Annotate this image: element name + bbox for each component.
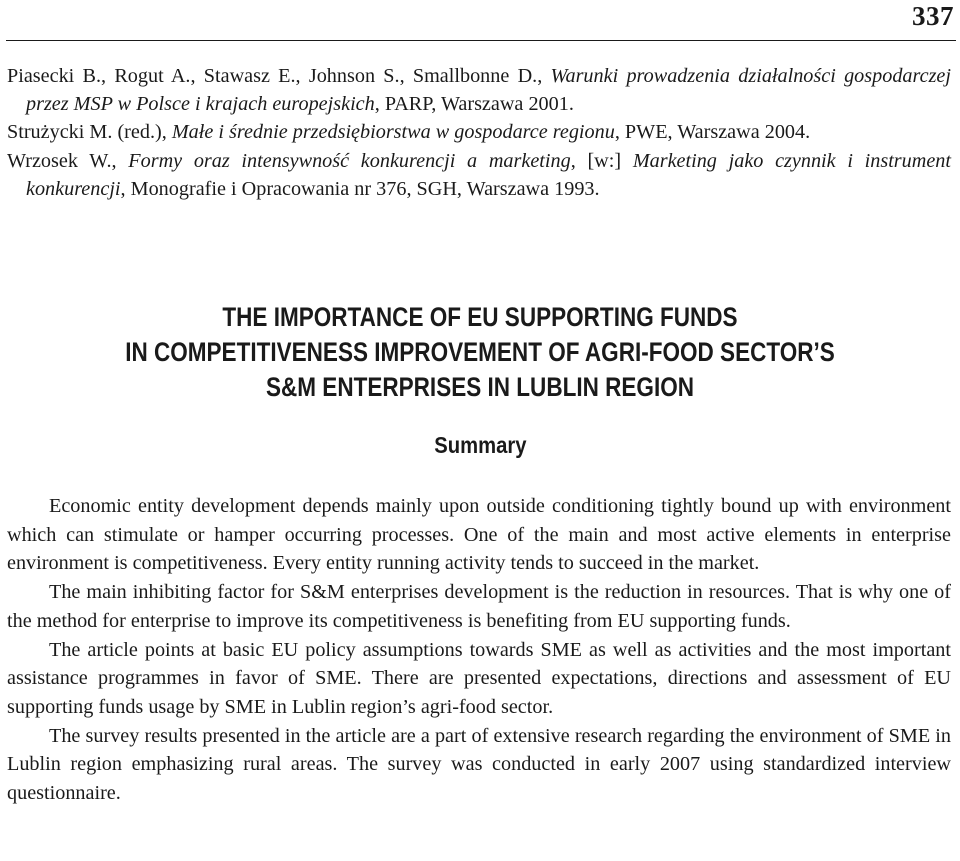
reference-publisher: , PWE, Warszawa 2004.	[614, 121, 811, 144]
reference-authors: Piasecki B., Rogut A., Stawasz E., Johnson S., Smallbonne D.	[7, 65, 538, 87]
reference-item	[7, 62, 951, 118]
summary-paragraph: Economic entity development depends mainly upon outside conditioning tightly bound up with environment which can stimulate or hamper occurring processes. One of the main and most active elements in enterprise environment is competitiveness. Every entity running activity tends to succeed in the market.	[7, 495, 951, 575]
reference-item	[7, 118, 951, 146]
reference-item	[7, 147, 951, 203]
reference-publisher: , Monografie i Opracowania nr 376, SGH, Warszawa 1993.	[120, 177, 600, 200]
reference-separator: ,	[537, 65, 551, 87]
page-number: 337	[912, 1, 954, 31]
reference-in-marker: , [w:]	[570, 149, 633, 172]
title-line: IN COMPETITIVENESS IMPROVEMENT OF AGRI-FOOD SECTOR’S	[125, 337, 835, 367]
summary-paragraph: The survey results presented in the article are a part of extensive research regarding the environment of SME in Lublin region emphasizing rural areas. The survey was conducted in early 2007 using standardized interview questionnaire.	[7, 724, 951, 805]
reference-book-title: Marketing jako czynnik i instrument konkurencji	[26, 149, 951, 200]
summary-paragraph: The main inhibiting factor for S&M enterprises development is the reduction in resources. That is why one of the method for enterprise to improve its competitiveness is benefiting from EU supporting funds.	[7, 581, 951, 632]
title-line: THE IMPORTANCE OF EU SUPPORTING FUNDS	[222, 302, 738, 332]
summary-heading	[0, 432, 960, 459]
reference-separator: ,	[161, 121, 172, 144]
article-title	[0, 300, 960, 405]
title-line: S&M ENTERPRISES IN LUBLIN REGION	[265, 372, 695, 402]
header-rule	[6, 40, 956, 41]
reference-list	[7, 62, 951, 203]
reference-title: Małe i średnie przedsiębiorstwa w gospodarce regionu	[171, 121, 615, 144]
reference-title: Formy oraz intensywność konkurencji a marketing	[128, 149, 571, 172]
summary-body	[7, 492, 951, 808]
summary-paragraph: The article points at basic EU policy assumptions towards SME as well as activities and the most important assistance programmes in favor of SME. There are presented expectations, directions and assessment of EU supporting funds usage by SME in Lublin region’s agri-food sector.	[7, 638, 951, 718]
reference-publisher: , PARP, Warszawa 2001.	[374, 93, 574, 116]
summary-heading-text: Summary	[433, 432, 527, 458]
reference-authors: Strużycki M. (red.)	[7, 121, 162, 144]
reference-title: Warunki prowadzenia działalności gospodarczej przez MSP w Polsce i krajach europejskich	[26, 65, 951, 116]
reference-separator: ,	[111, 149, 129, 172]
reference-authors: Wrzosek W.	[7, 149, 112, 172]
